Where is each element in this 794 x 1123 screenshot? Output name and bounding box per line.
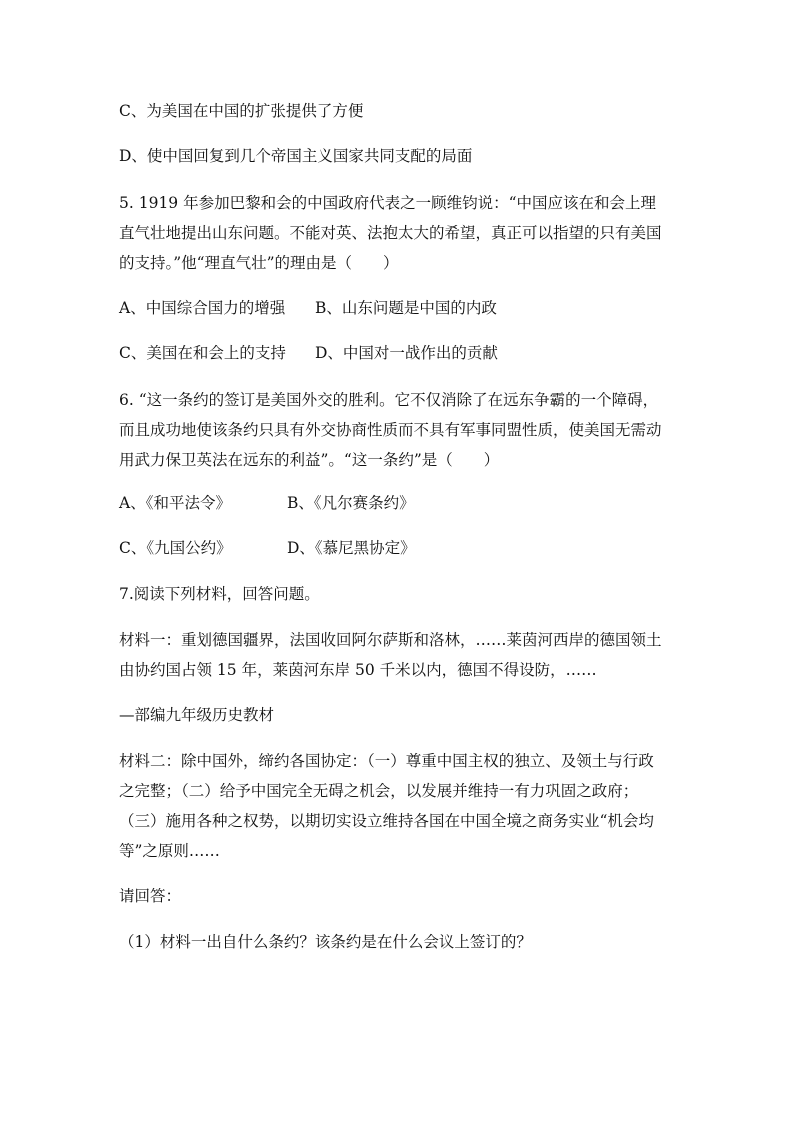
q6-option-a: A、《和平法令》 — [119, 494, 231, 512]
question-5-line-1: 5. 1919 年参加巴黎和会的中国政府代表之一顾维钧说：“中国应该在和会上理 — [119, 194, 657, 212]
question-5-line-2: 直气壮地提出山东问题。不能对英、法抱太大的希望，真正可以指望的只有美国 — [119, 224, 662, 242]
question-7-title: 7.阅读下列材料，回答问题。 — [119, 585, 320, 603]
q6-options-row-1 — [119, 496, 679, 512]
question-6-line-3: 用武力保卫英法在远东的利益”。“这一条约”是（ ） — [119, 451, 500, 469]
option-c-q4: C、为美国在中国的扩张提供了方便 — [119, 102, 364, 120]
material-2-line-3: （三）施用各种之权势，以期切实设立维持各国在中国全境之商务实业“机会均 — [119, 812, 654, 830]
q5-options-row-1 — [119, 301, 679, 317]
material-1-line-2: 由协约国占领 15 年，莱茵河东岸 50 千米以内，德国不得设防，…… — [119, 661, 597, 679]
material-2-line-2: 之完整；（二）给予中国完全无碍之机会，以发展并维持一有力巩固之政府； — [119, 782, 639, 800]
material-2-line-1: 材料二：除中国外，缔约各国协定：（一）尊重中国主权的独立、及领土与行政 — [119, 752, 654, 770]
material-2-line-4: 等”之原则…… — [119, 842, 220, 860]
q6-option-b: B、《凡尔赛条约》 — [287, 494, 415, 512]
q5-option-b: B、山东问题是中国的内政 — [315, 299, 497, 317]
q5-options-row-2 — [119, 346, 679, 362]
question-6-line-1: 6. “这一条约的签订是美国外交的胜利。它不仅消除了在远东争霸的一个障碍， — [119, 391, 659, 409]
material-1-source: —部编九年级历史教材 — [119, 706, 275, 724]
question-6-line-2: 而且成功地使该条约只具有外交协商性质而不具有军事同盟性质，使美国无需动 — [119, 421, 662, 439]
q6-options-row-2 — [119, 541, 679, 557]
q6-option-d: D、《慕尼黑协定》 — [287, 539, 416, 557]
q5-option-c: C、美国在和会上的支持 — [119, 344, 286, 362]
q6-option-c: C、《九国公约》 — [119, 539, 232, 557]
question-5-line-3: 的支持。”他“理直气壮”的理由是（ ） — [119, 254, 399, 272]
material-1-line-1: 材料一：重划德国疆界，法国收回阿尔萨斯和洛林，……莱茵河西岸的德国领土 — [119, 631, 662, 649]
q5-option-a: A、中国综合国力的增强 — [119, 299, 286, 317]
q5-option-d: D、中国对一战作出的贡献 — [315, 344, 498, 362]
answer-prompt: 请回答： — [119, 887, 182, 905]
sub-question-1: （1）材料一出自什么条约？该条约是在什么会议上签订的？ — [119, 933, 532, 951]
option-d-q4: D、使中国回复到几个帝国主义国家共同支配的局面 — [119, 147, 473, 165]
